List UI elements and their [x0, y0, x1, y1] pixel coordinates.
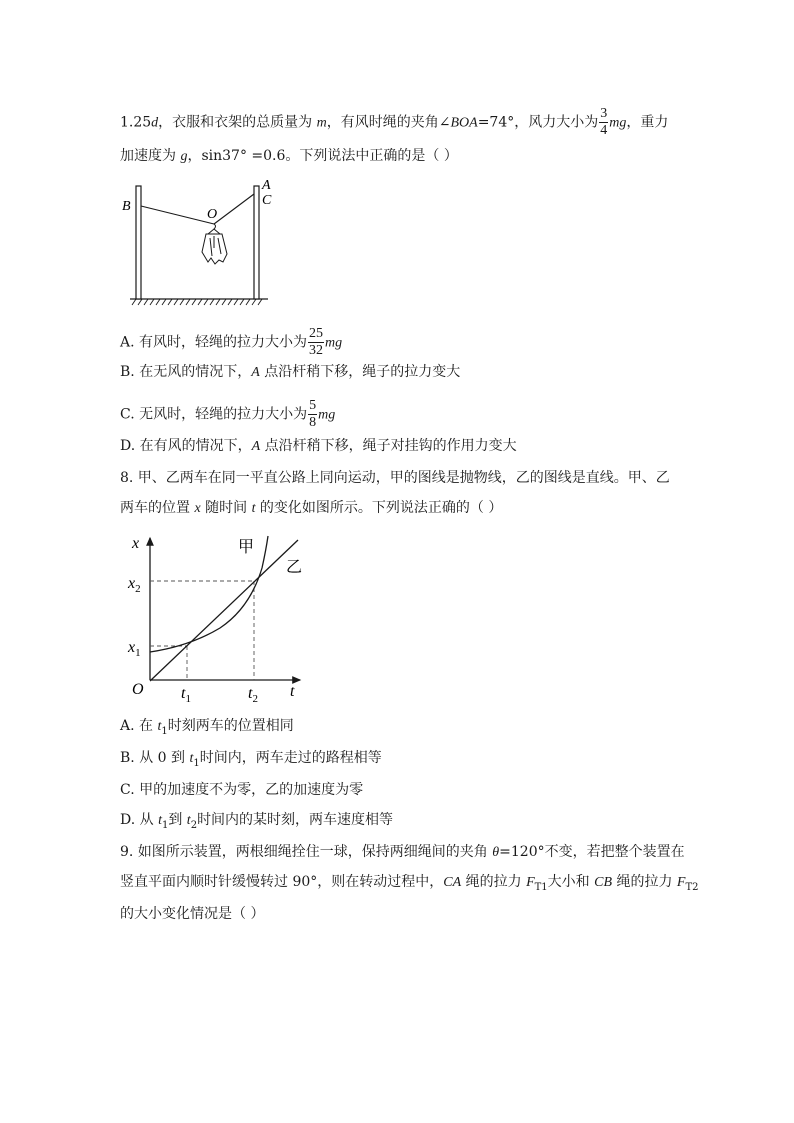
- subscript: 1: [161, 725, 168, 737]
- label-o: O: [207, 207, 218, 222]
- option-text: 点沿杆稍下移，绳子对挂钩的作用力变大: [260, 438, 517, 454]
- frac-num: 3: [600, 106, 608, 121]
- var-cb: CB: [594, 875, 613, 890]
- q7-text: 1.25: [120, 114, 152, 131]
- q7-clothesline-figure: [118, 172, 278, 307]
- q7-text: ，衣服和衣架的总质量为: [158, 114, 317, 131]
- clothes-on-hanger: [202, 224, 227, 264]
- var-a: A: [251, 365, 260, 380]
- q8-option-a: [120, 716, 294, 742]
- tick-label-x2: $x_2$: [128, 575, 141, 595]
- frac-den: 4: [600, 123, 608, 138]
- q9-text: 绳的拉力: [612, 874, 677, 890]
- q7-text: 加速度为: [120, 148, 181, 164]
- q9-text: =120°不变，若把整个装置在: [499, 844, 685, 860]
- q9-text: 竖直平面内顺时针缓慢转过 90°，则在转动过程中，: [120, 874, 444, 890]
- q8-xt-graph: [120, 528, 320, 708]
- var-mg: mg: [325, 335, 343, 351]
- option-text: B. 从 0 到: [120, 750, 190, 766]
- tick-label-x1: $x_1$: [128, 639, 141, 659]
- frac-num: 5: [309, 398, 317, 413]
- var-mg: mg: [609, 115, 627, 131]
- q7-option-c: [120, 398, 335, 431]
- q7-option-a: [120, 326, 342, 359]
- q9-stem-line3: 的大小变化情况是（ ）: [120, 906, 265, 922]
- option-text: D. 在有风的情况下，: [120, 438, 252, 454]
- fraction-25-32: [308, 326, 324, 359]
- var-t: t: [158, 813, 162, 828]
- q9-text: 9. 如图所示装置，两根细绳拴住一球，保持两细绳间的夹角: [120, 844, 493, 860]
- q8-stem-line1: 8. 甲、乙两车在同一平直公路上同向运动，甲的图线是抛物线，乙的图线是直线。甲、乙: [120, 470, 670, 486]
- q7-text: ，sin37° =0.6。下列说法中正确的是（ ）: [187, 148, 458, 164]
- subscript: 1: [161, 819, 169, 831]
- option-text: A. 在: [120, 718, 158, 734]
- right-pole: [254, 186, 259, 299]
- q9-stem-line2: [120, 872, 699, 898]
- frac-den: 32: [309, 343, 324, 358]
- option-text: A. 有风时，轻绳的拉力大小为: [120, 334, 308, 351]
- q8-option-b: [120, 748, 382, 774]
- var-mg: mg: [318, 407, 336, 423]
- series-label-yi: 乙: [286, 559, 303, 576]
- option-text: 到: [168, 812, 187, 828]
- var-ca: CA: [443, 875, 462, 890]
- var-theta: θ: [492, 845, 500, 860]
- option-text: D. 从: [120, 812, 159, 828]
- tick-label-t2: $t_2$: [248, 685, 258, 705]
- q8-text: 两车的位置: [120, 500, 195, 516]
- frac-num: 25: [309, 326, 324, 341]
- option-text: C. 无风时，轻绳的拉力大小为: [120, 406, 308, 423]
- var-t: t: [189, 751, 194, 766]
- q9-text: 绳的拉力: [461, 874, 527, 890]
- q7-text: ，重力: [626, 114, 669, 131]
- q7-text: ，有风时绳的夹角∠: [326, 114, 451, 131]
- ground-hatch: [132, 299, 262, 305]
- option-text: 点沿杆稍下移，绳子的拉力变大: [259, 364, 461, 380]
- q9-stem-line1: [120, 842, 685, 863]
- angle-boa: BOA: [450, 115, 478, 131]
- var-x: x: [194, 501, 201, 516]
- var-t: t: [186, 813, 191, 828]
- label-b: B: [122, 199, 131, 214]
- left-pole: [136, 186, 141, 299]
- frac-den: 8: [309, 415, 317, 430]
- var-g: g: [180, 149, 188, 164]
- q7-text: =74°，风力大小为: [477, 114, 599, 131]
- q8-text: 的变化如图所示。下列说法正确的（ ）: [255, 500, 503, 516]
- tick-label-t1: $t_1$: [181, 685, 191, 705]
- q8-text: 随时间: [200, 500, 252, 516]
- option-text: 时间内，两车走过的路程相等: [199, 750, 382, 766]
- var-f: F: [676, 875, 686, 890]
- series-label-jia: 甲: [238, 539, 255, 556]
- q8-option-c: C. 甲的加速度不为零，乙的加速度为零: [120, 782, 364, 798]
- axis-label-x: x: [132, 535, 140, 552]
- var-t: t: [251, 501, 256, 516]
- q7-stem-line1: [120, 106, 668, 139]
- var-t: t: [157, 719, 162, 734]
- q8-option-d: [120, 810, 393, 836]
- subscript: 1: [193, 757, 200, 769]
- rope-oa: [214, 194, 254, 224]
- var-f: F: [526, 875, 535, 890]
- q8-stem-line2: [120, 498, 502, 519]
- var-m: m: [316, 115, 327, 131]
- q7-option-d: [120, 436, 517, 457]
- q7-stem-line2: [120, 146, 458, 167]
- var-a: A: [251, 439, 261, 454]
- subscript: T1: [534, 881, 548, 893]
- label-a: A: [262, 178, 271, 193]
- option-text: 时间内的某时刻，两车速度相等: [197, 812, 394, 828]
- q7-option-b: [120, 362, 460, 383]
- line-yi: [150, 540, 298, 681]
- option-text: B. 在无风的情况下，: [120, 364, 252, 380]
- origin-label: O: [132, 681, 144, 698]
- fraction-5-8: [308, 398, 317, 431]
- option-text: 时刻两车的位置相同: [167, 718, 294, 734]
- subscript: 2: [190, 819, 198, 831]
- q9-text: 大小和: [547, 874, 595, 890]
- var-d: d: [151, 115, 159, 131]
- axis-label-t: t: [290, 683, 295, 700]
- rope-ob: [141, 206, 214, 224]
- subscript: T2: [685, 881, 699, 893]
- fraction-3-4: [599, 106, 608, 139]
- label-c: C: [262, 193, 272, 208]
